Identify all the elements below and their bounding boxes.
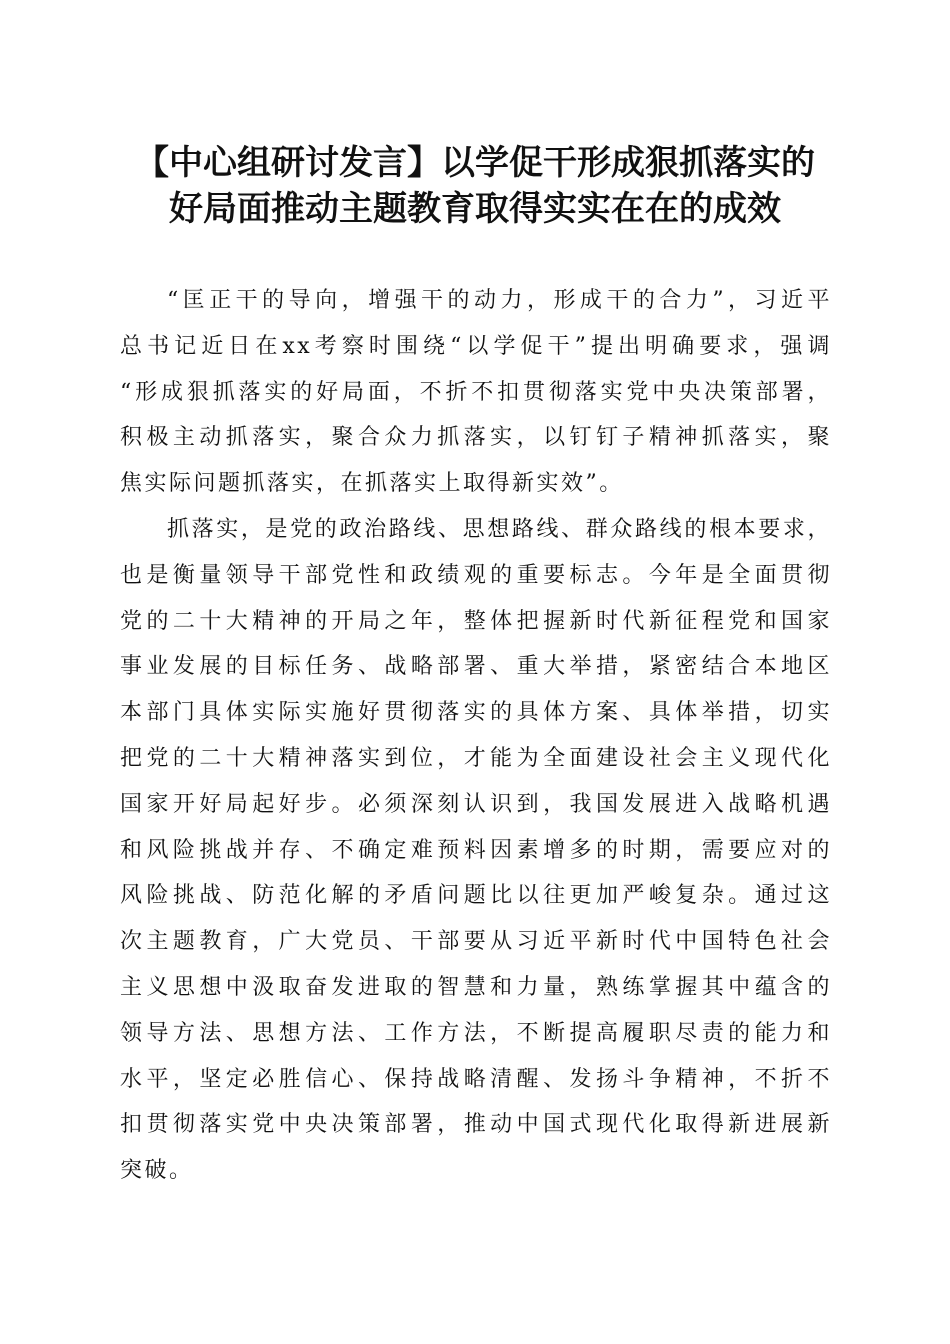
title-line-2: 好局面推动主题教育取得实实在在的成效 [169,189,781,229]
paragraph-line: 扣贯彻落实党中央决策部署，推动中国式现代化取得新进展新 [120,1112,832,1138]
paragraph-line: 积极主动抓落实，聚合众力抓落实，以钉钉子精神抓落实，聚 [120,425,832,451]
paragraph-line: 国家开好局起好步。必须深刻认识到，我国发展进入战略机遇 [120,791,832,817]
paragraph-line: 抓落实，是党的政治路线、思想路线、群众路线的根本要求， [167,516,832,542]
paragraph-line: 焦实际问题抓落实，在抓落实上取得新实效”。 [120,471,624,497]
document-title [100,140,850,232]
paragraph-line: 事业发展的目标任务、战略部署、重大举措，紧密结合本地区 [120,654,832,680]
paragraph-line: 把党的二十大精神落实到位，才能为全面建设社会主义现代化 [120,745,832,771]
paragraph-line: 水平，坚定必胜信心、保持战略清醒、发扬斗争精神，不折不 [120,1066,832,1092]
paragraph-line: 本部门具体实际实施好贯彻落实的具体方案、具体举措，切实 [120,700,832,726]
paragraph-line: 风险挑战、防范化解的矛盾问题比以往更加严峻复杂。通过这 [120,883,832,909]
paragraph-line: 党的二十大精神的开局之年，整体把握新时代新征程党和国家 [120,608,832,634]
paragraph-line: 领导方法、思想方法、工作方法，不断提高履职尽责的能力和 [120,1020,832,1046]
paragraph-1 [120,278,832,507]
paragraph-line: 和风险挑战并存、不确定难预料因素增多的时期，需要应对的 [120,837,832,863]
paragraph-line: 主义思想中汲取奋发进取的智慧和力量，熟练掌握其中蕴含的 [120,974,832,1000]
paragraph-line: 也是衡量领导干部党性和政绩观的重要标志。今年是全面贯彻 [120,562,832,588]
paragraph-line: “形成狠抓落实的好局面，不折不扣贯彻落实党中央决策部署， [120,379,832,405]
paragraph-line: 总书记近日在xx考察时围绕“以学促干”提出明确要求，强调 [120,333,832,359]
paragraph-line: 突破。 [120,1158,194,1184]
paragraph-line: 次主题教育，广大党员、干部要从习近平新时代中国特色社会 [120,929,832,955]
paragraph-line: “匡正干的导向，增强干的动力，形成干的合力”，习近平 [167,288,832,313]
document-body [120,278,832,1194]
paragraph-2 [120,507,832,1194]
title-line-1: 【中心组研讨发言】以学促干形成狠抓落实的 [135,143,815,183]
